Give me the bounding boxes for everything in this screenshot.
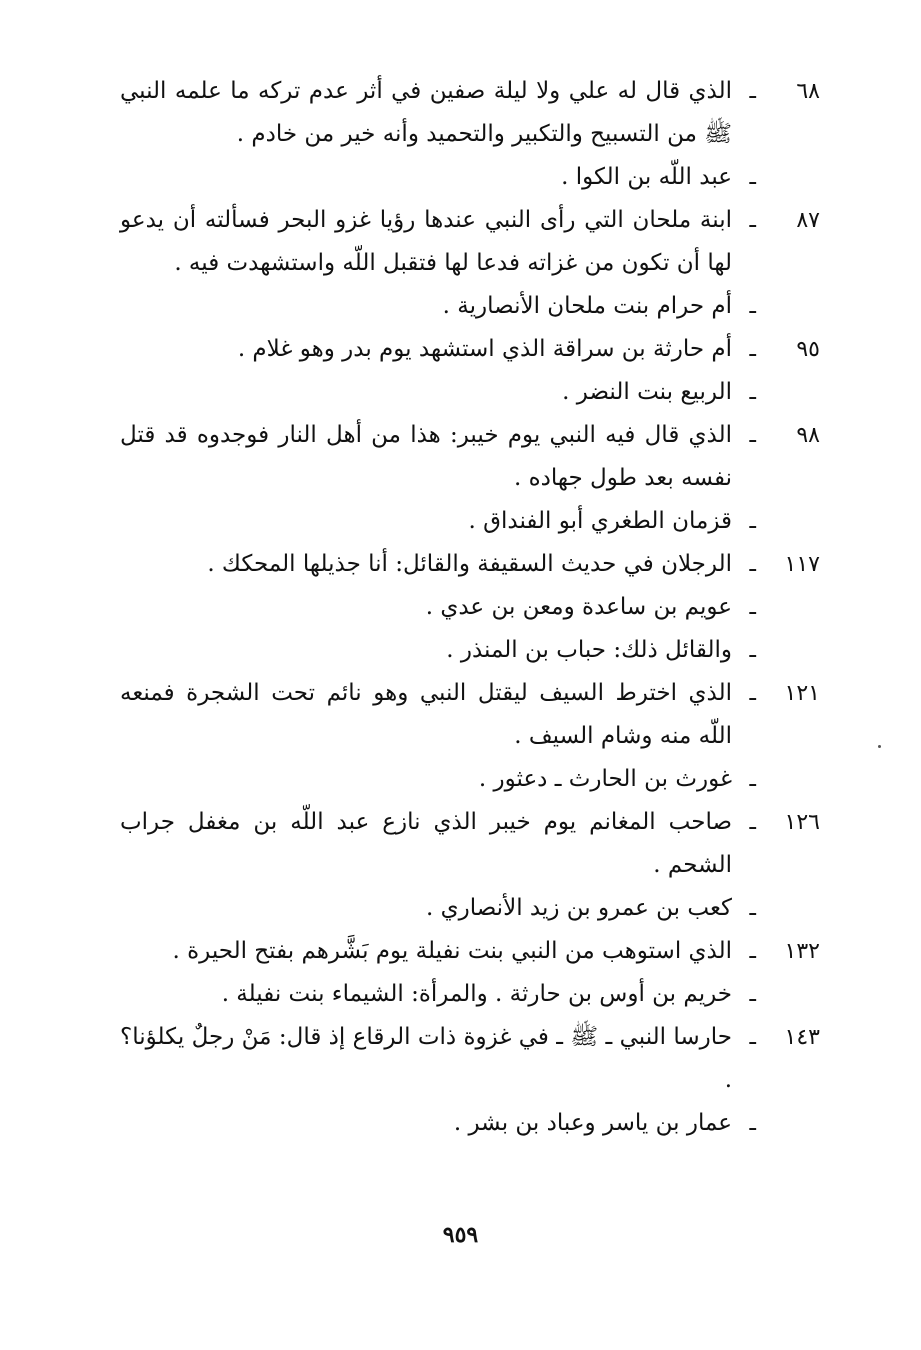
entry-question-line: [120, 543, 820, 586]
entry-answer: خريم بن أوس بن حارثة . والمرأة: الشيماء بنت نفيلة .: [221, 981, 732, 1007]
entry: [120, 801, 820, 930]
entry-dash: ـ: [749, 552, 756, 577]
entry-question-line: [120, 328, 820, 371]
entry: [120, 328, 820, 414]
entry-number: ١٢٦: [784, 810, 820, 835]
answer-dash: ـ: [749, 767, 756, 792]
answer-dash: ـ: [749, 509, 756, 534]
entry-question-line: [120, 672, 820, 758]
entry-dash: ـ: [749, 1025, 756, 1050]
entry: [120, 70, 820, 199]
entry-answer: عمار بن ياسر وعباد بن بشر .: [453, 1110, 732, 1136]
entry-dash: ـ: [749, 337, 756, 362]
entry-answer-line: [120, 629, 820, 672]
entry-dash: ـ: [749, 681, 756, 706]
entry-question-line: [120, 414, 820, 500]
entry: [120, 414, 820, 543]
entries-list: [120, 70, 820, 1145]
entry-question: الرجلان في حديث السقيفة والقائل: أنا جذيلها المحكك .: [207, 551, 732, 577]
entry: [120, 543, 820, 672]
entry: [120, 672, 820, 801]
answer-dash: ـ: [749, 165, 756, 190]
answer-dash: ـ: [749, 380, 756, 405]
entry-answer: كعب بن عمرو بن زيد الأنصاري .: [426, 895, 732, 921]
answer-dash: ـ: [749, 982, 756, 1007]
margin-dot: [878, 745, 881, 748]
answer-dash: ـ: [749, 294, 756, 319]
entry-question: الذي استوهب من النبي بنت نفيلة يوم بَشَّرهم بفتح الحيرة .: [172, 938, 732, 964]
answer-dash: ـ: [749, 896, 756, 921]
entry-number: ١١٧: [784, 552, 820, 577]
entry-dash: ـ: [749, 208, 756, 233]
entry-question-line: [120, 70, 820, 156]
entry-question-line: [120, 199, 820, 285]
entry-number: ١٤٣: [784, 1025, 820, 1050]
entry-number: ٩٥: [796, 337, 820, 362]
answer-dash: ـ: [749, 595, 756, 620]
entry-number: ١٢١: [784, 681, 820, 706]
entry-answer-line: [120, 156, 820, 199]
entry-answer: عويم بن ساعدة ومعن بن عدي .: [425, 594, 732, 620]
entry-question: حارسا النبي ـ ﷺ ـ في غزوة ذات الرقاع إذ قال: مَنْ رجلٌ يكلؤنا؟ .: [120, 1024, 732, 1093]
entry-answer-line: [120, 371, 820, 414]
entry-number: ١٣٢: [784, 939, 820, 964]
entry-answer: الربيع بنت النضر .: [562, 379, 732, 405]
entry-answer: أم حرام بنت ملحان الأنصارية .: [442, 293, 732, 319]
entry-answer: قزمان الطغري أبو الفنداق .: [468, 508, 732, 534]
entry: [120, 930, 820, 1016]
entry: [120, 199, 820, 328]
entry-answer-line: [120, 973, 820, 1016]
entry-question: الذي اخترط السيف ليقتل النبي وهو نائم تحت الشجرة فمنعه اللّه منه وشام السيف .: [120, 680, 732, 749]
entry-dash: ـ: [749, 810, 756, 835]
entry-answer-line: [120, 1102, 820, 1145]
entry-answer: عبد اللّه بن الكوا .: [561, 164, 732, 190]
entry-dash: ـ: [749, 79, 756, 104]
answer-dash: ـ: [749, 638, 756, 663]
entry-answer-line: [120, 285, 820, 328]
entry-answer-line: [120, 500, 820, 543]
entry-question-line: [120, 930, 820, 973]
entry-number: ٩٨: [796, 423, 820, 448]
entry-answer: والقائل ذلك: حباب بن المنذر .: [446, 637, 732, 663]
entry-number: ٨٧: [796, 208, 820, 233]
entry-answer-line: [120, 758, 820, 801]
entry-answer-line: [120, 586, 820, 629]
page-number: ٩٥٩: [442, 1222, 479, 1248]
entry-question: صاحب المغانم يوم خيبر الذي نازع عبد اللّه بن مغفل جراب الشحم .: [120, 809, 732, 878]
entry-question: الذي قال فيه النبي يوم خيبر: هذا من أهل النار فوجدوه قد قتل نفسه بعد طول جهاده .: [120, 422, 732, 491]
entry-question-line: [120, 1016, 820, 1102]
entry-question: الذي قال له علي ولا ليلة صفين في أثر عدم تركه ما علمه النبي ﷺ من التسبيح والتكبير والتحميد وأنه خير من خادم .: [120, 78, 732, 147]
entry-question: ابنة ملحان التي رأى النبي عندها رؤيا غزو البحر فسألته أن يدعو لها أن تكون من غزاته فدعا لها فتقبل اللّه واستشهدت فيه .: [120, 207, 732, 276]
entry-answer-line: [120, 887, 820, 930]
entry-dash: ـ: [749, 423, 756, 448]
answer-dash: ـ: [749, 1111, 756, 1136]
entry-answer: غورث بن الحارث ـ دعثور .: [478, 766, 732, 792]
entry-number: ٦٨: [796, 79, 820, 104]
entry-question-line: [120, 801, 820, 887]
entry-question: أم حارثة بن سراقة الذي استشهد يوم بدر وهو غلام .: [237, 336, 732, 362]
entry-dash: ـ: [749, 939, 756, 964]
entry: [120, 1016, 820, 1145]
